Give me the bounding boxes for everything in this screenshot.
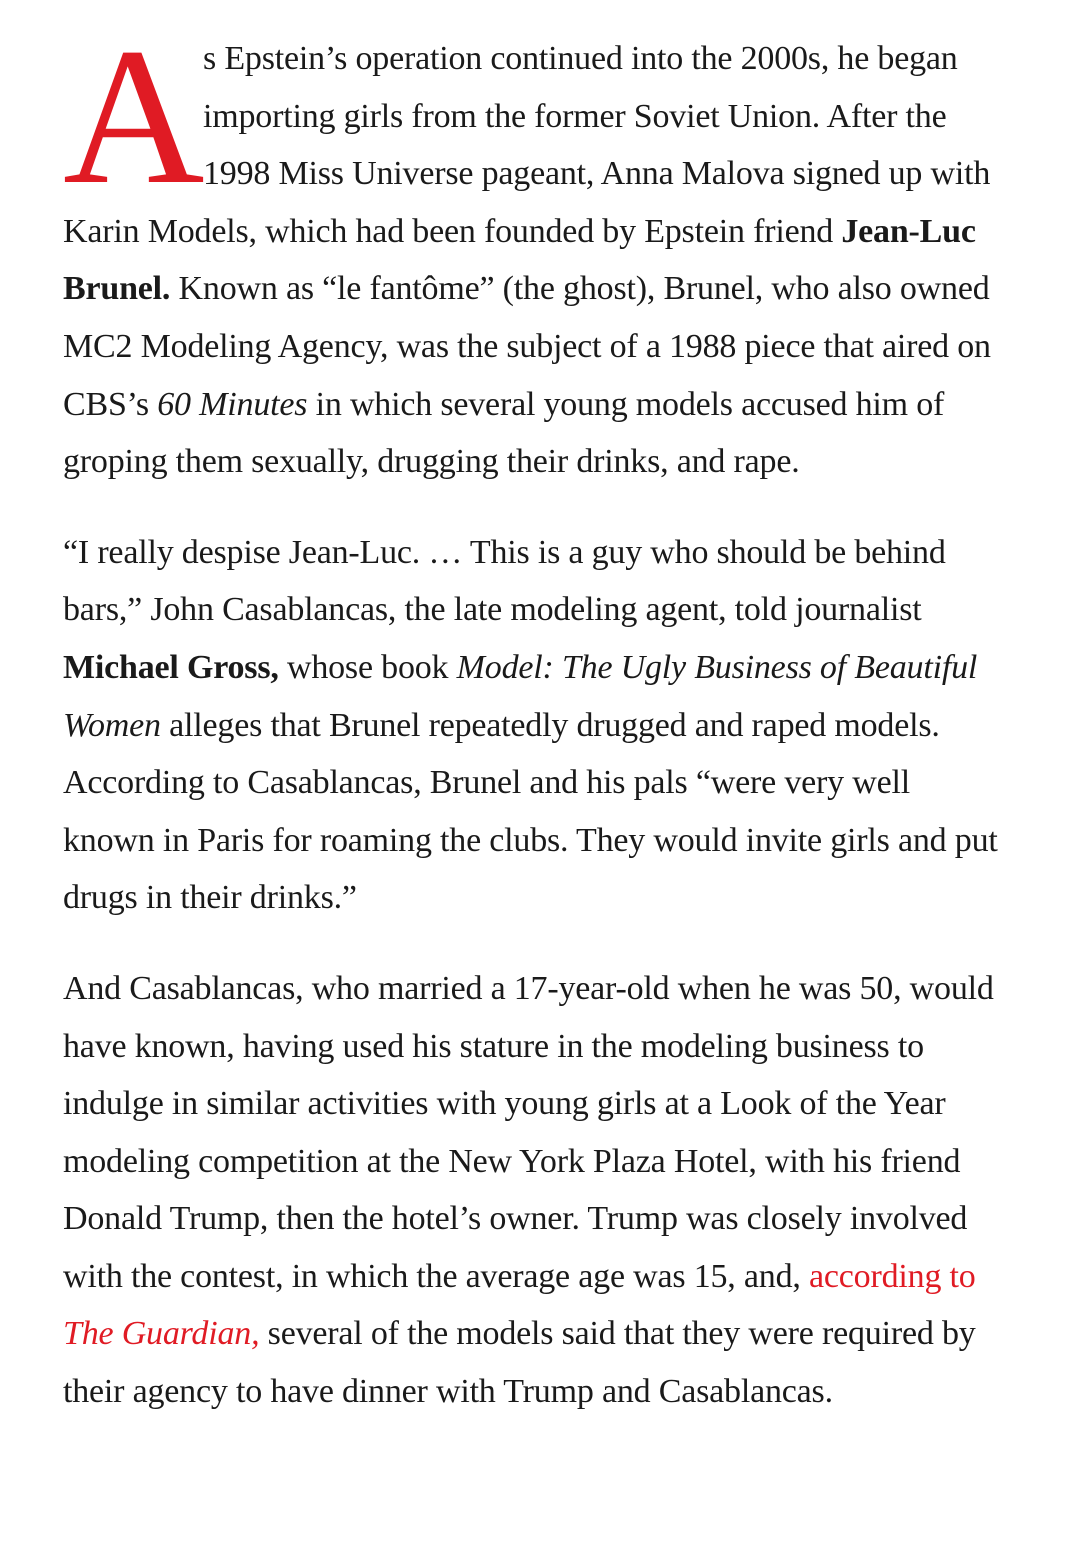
paragraph-text: Known as “le fantôme” (the ghost), Brunel, who also owned MC2 Modeling Agency, was the subject of a 1988 piece that aired on CBS’s (63, 270, 991, 423)
paragraph-text: s Epstein’s operation continued into the 2000s, he began importing girls from the former Soviet Union. After the 1998 Miss Universe pageant, Anna Malova signed up with Karin Models, which had been founded by Epstein friend (63, 40, 991, 250)
paragraph-look-of-the-year (63, 960, 1003, 1421)
italic-book-title: Model: The Ugly Business of Beautiful Women (63, 648, 978, 744)
drop-cap: A (63, 8, 205, 225)
paragraph-text: alleges that Brunel repeatedly drugged and raped models. According to Casablancas, Brunel and his pals “were very well known in Paris for roaming the clubs. They would invite girls and put drugs in their drinks.” (63, 706, 998, 917)
paragraph-text: “I really despise Jean-Luc. … This is a guy who should be behind bars,” John Casablancas, the late modeling agent, told journalist (63, 533, 946, 629)
paragraph-text: in which several young models accused him of groping them sexually, drugging their drinks, and rape. (63, 385, 945, 481)
paragraph-epstein-imports (63, 8, 1003, 491)
paragraph-text: whose book (278, 648, 457, 686)
link-text: according to (809, 1257, 976, 1295)
bold-name-gross: Michael Gross, (63, 648, 279, 686)
italic-show-title: 60 Minutes (157, 385, 308, 423)
bold-name-brunel: Jean-Luc Brunel. (63, 212, 976, 308)
paragraph-text: And Casablancas, who married a 17-year-old when he was 50, would have known, having used his stature in the modeling business to indulge in similar activities with young girls at a Look of the Year modeling competition at the New York Plaza Hotel, with his friend Donald Trump, then the hotel’s owner. Trump was closely involved with the contest, in which the average age was 15, and, (63, 969, 994, 1295)
paragraph-text: several of the models said that they were required by their agency to have dinner with Trump and Casablancas. (63, 1315, 976, 1411)
article-body (63, 8, 1003, 1421)
paragraph-casablancas-quote (63, 524, 1003, 927)
link-italic-publication: The Guardian, (63, 1315, 260, 1353)
